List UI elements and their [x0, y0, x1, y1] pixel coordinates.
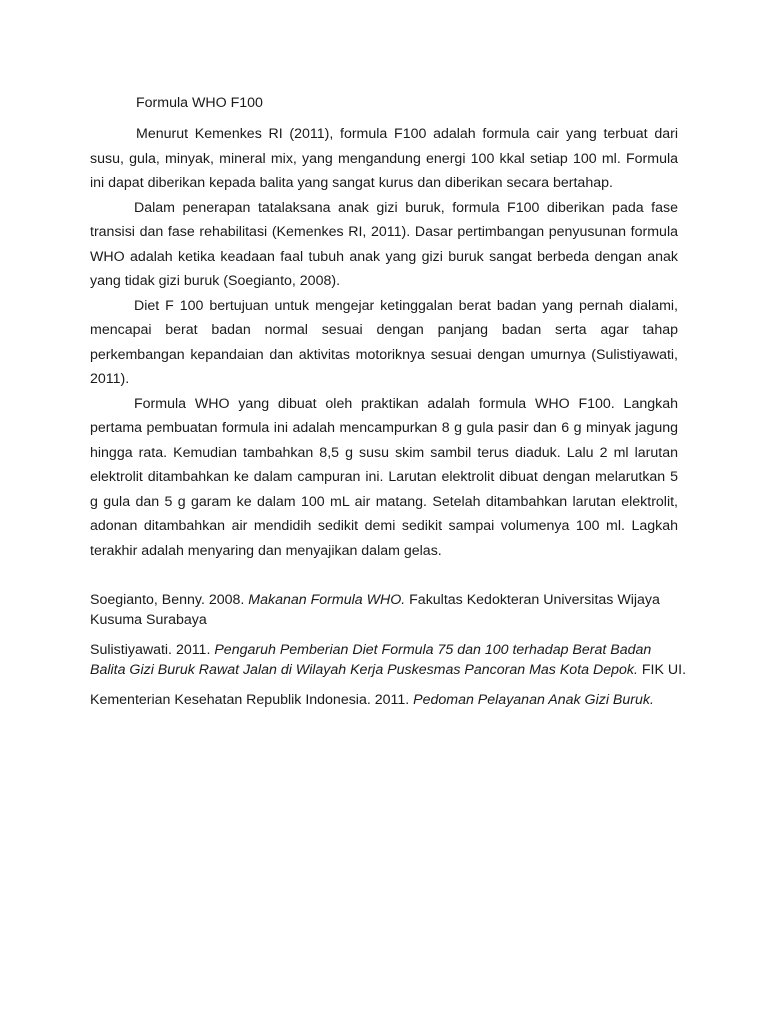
reference-list — [90, 590, 690, 720]
reference-item-kemenkes — [90, 690, 690, 710]
section-heading: Formula WHO F100 — [136, 95, 263, 111]
reference-author-year: Sulistiyawati. 2011. — [90, 642, 215, 658]
reference-publisher: FIK UI. — [637, 662, 687, 678]
paragraph-3: Diet F 100 bertujuan untuk mengejar ketinggalan berat badan yang pernah dialami, mencapai berat badan normal sesuai dengan panjang badan serta agar tahap perkembangan kepandaian dan aktivitas motoriknya sesuai dengan umurnya (Sulistiyawati, 2011). — [90, 297, 678, 387]
paragraph-4: Formula WHO yang dibuat oleh praktikan adalah formula WHO F100. Langkah pertama pembuatan formula ini adalah mencampurkan 8 g gula pasir dan 6 g minyak jagung hingga rata. Kemudian tambahkan 8,5 g susu skim sambil terus diaduk. Lalu 2 ml larutan elektrolit ditambahkan ke dalam campuran ini. Larutan elektrolit dibuat dengan melarutkan 5 g gula dan 5 g garam ke dalam 100 mL air matang. Setelah ditambahkan larutan elektrolit, adonan ditambahkan air mendidih sedikit demi sedikit sampai volumenya 100 ml. Lagkah terakhir adalah menyaring dan menyajikan dalam gelas. — [90, 395, 678, 559]
reference-author-year: Kementerian Kesehatan Republik Indonesia. 2011. — [90, 692, 414, 708]
paragraph-1: Menurut Kemenkes RI (2011), formula F100 adalah formula cair yang terbuat dari susu, gula, minyak, mineral mix, yang mengandung energi 100 kkal setiap 100 ml. Formula ini dapat diberikan kepada balita yang sangat kurus dan diberikan secara bertahap. — [90, 126, 678, 191]
paragraph-2: Dalam penerapan tatalaksana anak gizi buruk, formula F100 diberikan pada fase transisi dan fase rehabilitasi (Kemenkes RI, 2011). Dasar pertimbangan penyusunan formula WHO adalah ketika keadaan faal tubuh anak yang gizi buruk sangat berbeda dengan anak yang tidak gizi buruk (Soegianto, 2008). — [90, 199, 678, 289]
reference-publisher: Fakultas Kedokteran Universitas Wijaya Kusuma Surabaya — [90, 592, 660, 628]
reference-title: Pedoman Pelayanan Anak Gizi Buruk. — [413, 692, 654, 708]
reference-item-sulistiyawati — [90, 640, 690, 680]
reference-author-year: Soegianto, Benny. 2008. — [90, 592, 249, 608]
body-text — [90, 122, 678, 563]
reference-title: Makanan Formula WHO. — [248, 592, 406, 608]
reference-item-soegianto — [90, 590, 690, 630]
reference-title: Pengaruh Pemberian Diet Formula 75 dan 100 terhadap Berat Badan Balita Gizi Buruk Rawat Jalan di Wilayah Kerja Puskesmas Pancoran Mas Kota Depok. — [90, 642, 652, 678]
